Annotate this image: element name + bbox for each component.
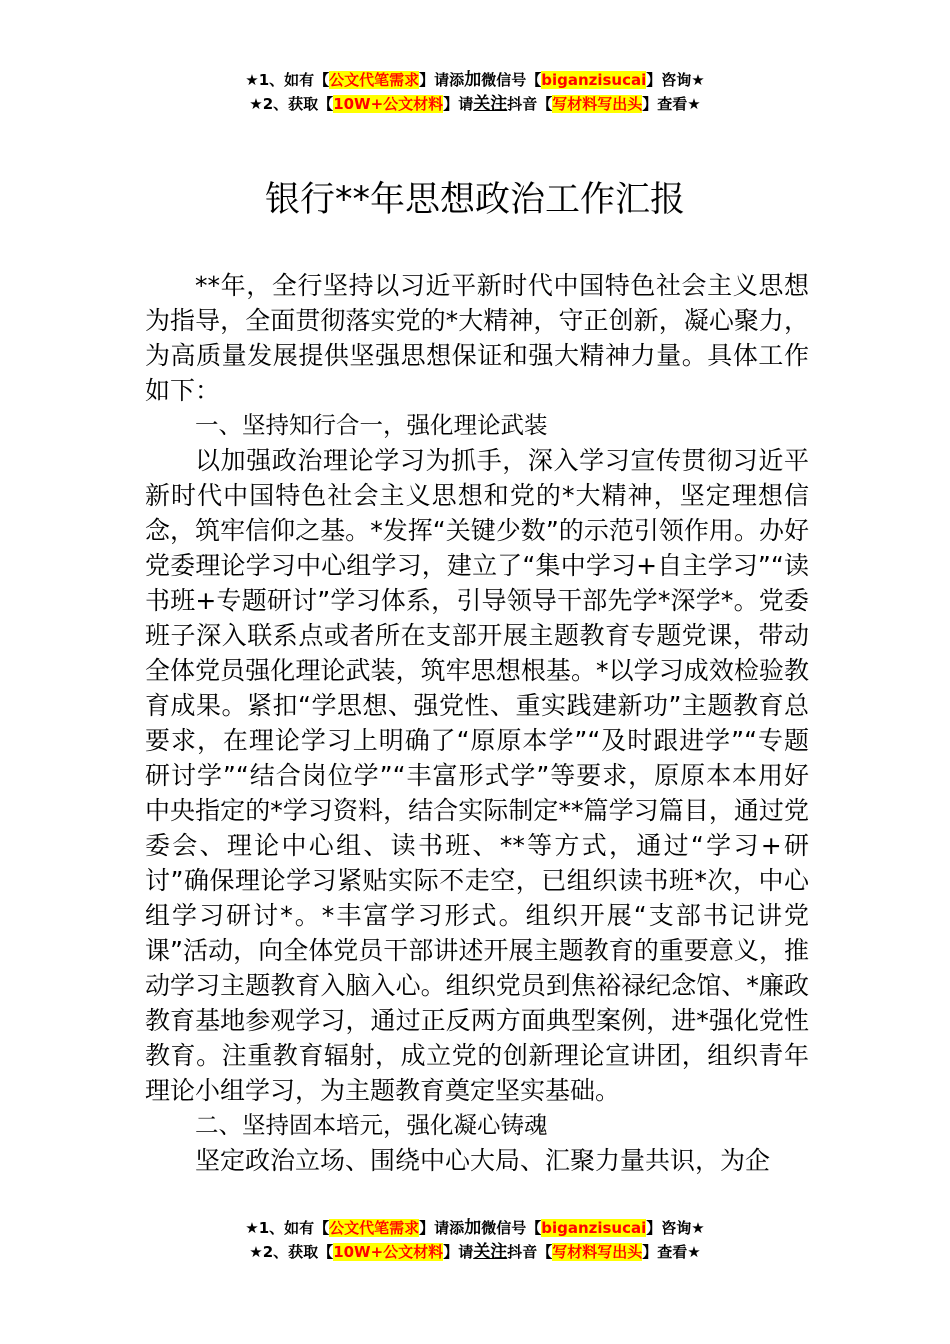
section-heading-1: 一、坚持知行合一，强化理论武装 (195, 411, 548, 439)
highlight-materials: 10W+公文材料 (333, 95, 444, 113)
highlight-douyin-id: 写材料写出头 (552, 95, 643, 113)
highlight-wechat-id: biganzisucai (541, 71, 647, 89)
highlight-materials: 10W+公文材料 (333, 1243, 444, 1261)
highlight-service: 公文代笔需求 (329, 71, 420, 89)
document-title: 银行**年思想政治工作汇报 (264, 180, 685, 220)
section-body-2: 坚定政治立场、围绕中心大局、汇聚力量共识，为企 (195, 1146, 771, 1175)
promo-line-1: ★1、如有【公文代笔需求】请添加微信号【biganzisucai】咨询★ (245, 1218, 705, 1238)
highlight-wechat-id: biganzisucai (541, 1219, 647, 1237)
highlight-service: 公文代笔需求 (329, 1219, 420, 1237)
promo-line-2: ★2、获取【10W+公文材料】请关注抖音【写材料写出头】查看★ (249, 1242, 701, 1262)
section-body-1: 以加强政治理论学习为抓手，深入学习宣传贯彻习近平新时代中国特色社会主义思想和党的*大精神，坚定理想信念，筑牢信仰之基。*发挥“关键少数”的示范引领作用。办好党委理论学习中心组学习，建立了“集中学习+自主学习”“读书班+专题研讨”学习体系，引导领导干部先学*深学*。党委班子深入联系点或者所在支部开展主题教育专题党课，带动全体党员强化理论武装，筑牢思想根基。*以学习成效检验教育成果。紧扣“学思想、强党性、重实践建新功”主题教育总要求，在理论学习上明确了“原原本学”“及时跟进学”“专题研讨学”“结合岗位学”“丰富形式学”等要求，原原本本用好中央指定的*学习资料，结合实际制定**篇学习篇目，通过党委会、理论中心组、读书班、**等方式，通过“学习+研讨”确保理论学习紧贴实际不走空，已组织读书班*次，中心组学习研讨*。*丰富学习形式。组织开展“支部书记讲党课”活动，向全体党员干部讲述开展主题教育的重要意义，推动学习主题教育入脑入心。组织党员到焦裕禄纪念馆、*廉政教育基地参观学习，通过正反两方面典型案例，进*强化党性教育。注重教育辐射，成立党的创新理论宣讲团，组织青年理论小组学习，为主题教育奠定坚实基础。 (145, 446, 809, 1105)
top-promo-banner (0, 68, 950, 116)
document-body (145, 268, 809, 1178)
bottom-promo-banner (0, 1216, 950, 1264)
intro-paragraph: **年，全行坚持以习近平新时代中国特色社会主义思想为指导，全面贯彻落实党的*大精神，守正创新，凝心聚力，为高质量发展提供坚强思想保证和强大精神力量。具体工作如下： (145, 271, 809, 405)
highlight-douyin-id: 写材料写出头 (552, 1243, 643, 1261)
section-heading-2: 二、坚持固本培元，强化凝心铸魂 (195, 1111, 548, 1139)
promo-line-2: ★2、获取【10W+公文材料】请关注抖音【写材料写出头】查看★ (249, 94, 701, 114)
promo-line-1: ★1、如有【公文代笔需求】请添加微信号【biganzisucai】咨询★ (245, 70, 705, 90)
